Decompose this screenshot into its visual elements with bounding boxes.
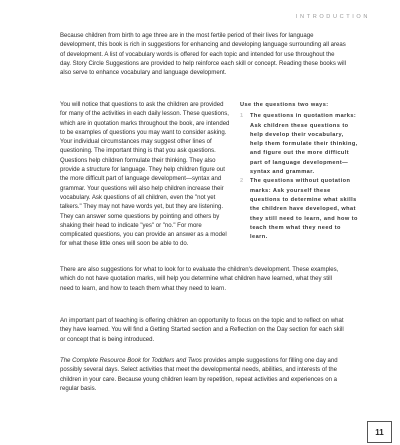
sidebar-item-number: 2 [240, 178, 244, 185]
evaluation-paragraph: There are also suggestions for what to look for to evaluate the children's development. These examples, which do not have quotation marks, will help you determine what children have learned, what they still need to learn, and how to teach them what they need to learn. [60, 267, 339, 292]
sidebar-list [240, 112, 358, 242]
sidebar-item-quotation [240, 112, 358, 177]
sidebar-item-number: 1 [240, 113, 244, 120]
book-title: The Complete Resource Book for Toddlers and Twos [60, 358, 202, 364]
resource-paragraph [60, 357, 346, 394]
sidebar-item-text: The questions in quotation marks: Ask children these questions to help develop their vocabulary, help them formulate their thinking, and figure out the more difficult part of language development—syntax and grammar. [250, 113, 358, 176]
questions-paragraph: You will notice that questions to ask the children are provided for many of the activities in each daily lesson. These questions, which are in quotation marks throughout the book, are intended to be examples of questions you may want to consider asking. Your individual circumstances may suggest other lines of questioning. The important thing is that you ask questions. Questions help children formulate their thinking. They also provide a structure for language. They help children figure out the more difficult part of language development—syntax and grammar. Your questions will also help children increase their vocabulary. Ask questions of all children, even the "not yet talkers." They may not have words yet, but they are listening. They can answer some questions by pointing and others by shaking their head to indicate "yes" or "no." For more complicated questions, you can provide an answer as a model for what these little ones will soon be able to do. [60, 102, 230, 248]
resource-text: provides ample suggestions for filling one day and possibly several days. Select activities that meet the developmental needs, abilities, and interests of the children in your care. Because young children learn by repetition, repeat activities and experiences on a regular basis. [60, 358, 338, 392]
page-number: 11 [367, 421, 392, 443]
sidebar-item-text: The questions without quotation marks: Ask yourself these questions to determine what skills the children have developed, what they still need to learn, and how to teach them what they need to learn. [250, 178, 358, 241]
reflection-paragraph: An important part of teaching is offering children an opportunity to focus on the topic and to reflect on what they have learned. You will find a Getting Started section and a Reflection on the Day section for each skill or concept that is being introduced. [60, 318, 344, 343]
intro-paragraph: Because children from birth to age three are in the most fertile period of their lives for language development, this book is rich in suggestions for enhancing and developing language surrounding all areas of development. A list of vocabulary words is offered for each topic and intended for use throughout the day. Story Circle Suggestions are provided to help reinforce each skill or concept. Reading these books will also serve to enhance vocabulary and language development. [60, 33, 346, 77]
questions-sidebar [240, 101, 358, 242]
sidebar-item-no-quotation [240, 177, 358, 242]
sidebar-title: Use the questions two ways: [240, 102, 329, 108]
running-head: INTRODUCTION [295, 14, 370, 20]
